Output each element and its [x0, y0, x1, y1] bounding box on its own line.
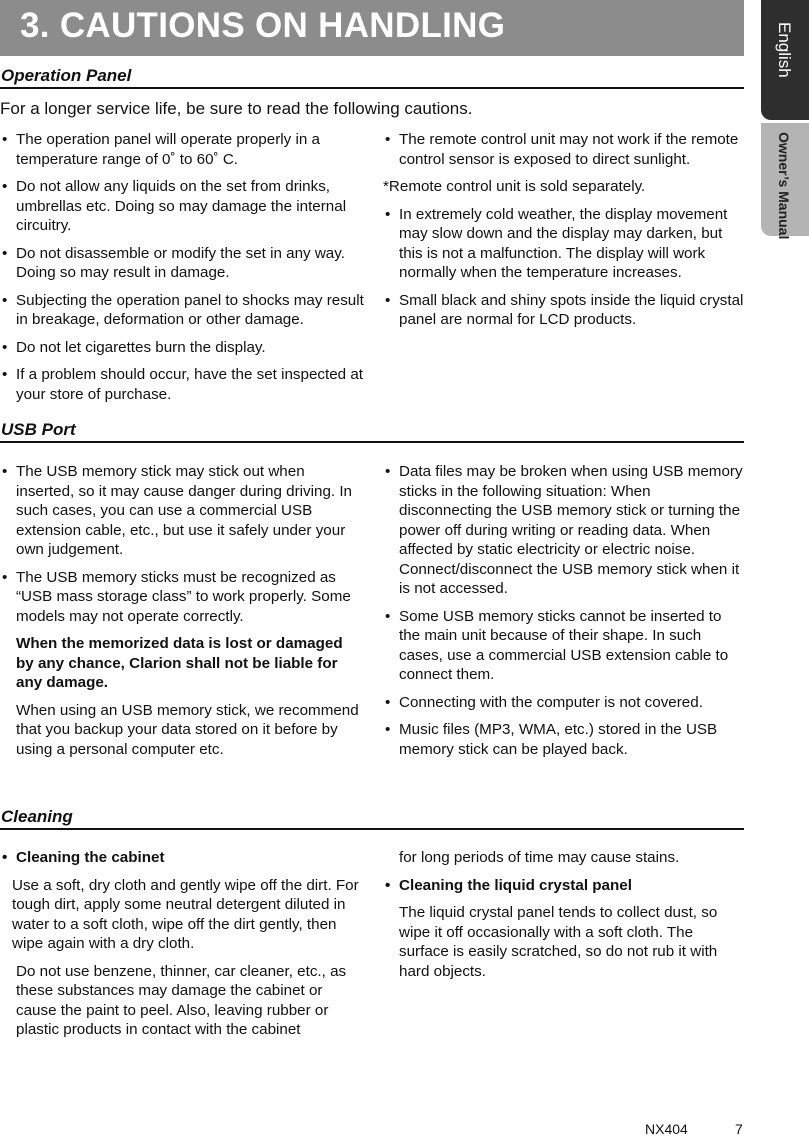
list-item: • Data files may be broken when using USB memory sticks in the following situation: When disconnecting the USB memory stick or turning the power off during writing or reading data. When affected by static electricity or electric noise. Connect/disconnect the USB memory stick when it is not accessed. [383, 462, 745, 599]
manual-tab [761, 123, 809, 240]
operation-panel-left-column [0, 130, 372, 412]
usb-port-heading: USB Port [0, 419, 744, 443]
list-item: • Do not allow any liquids on the set from drinks, umbrellas etc. Doing so may damage the internal circuitry. [0, 177, 372, 236]
language-tab-label: English [775, 22, 794, 78]
list-item: • Some USB memory sticks cannot be inserted to the main unit because of their shape. In such cases, use a commercial USB extension cable to connect them. [383, 607, 745, 685]
cabinet-warning-continued: for long periods of time may cause stains. [399, 849, 680, 866]
list-item: • Subjecting the operation panel to shocks may result in breakage, deformation or other damage. [0, 291, 372, 330]
page-number: 7 [735, 1121, 743, 1136]
cabinet-paragraph: Use a soft, dry cloth and gently wipe off the dirt. For tough dirt, apply some neutral detergent diluted in water to a soft cloth, wipe off the dirt gently, then wipe again with a dry cloth. [12, 876, 359, 952]
backup-recommendation: When using an USB memory stick, we recommend that you backup your data stored on it before by using a personal computer etc. [16, 701, 359, 758]
page-title: 3. CAUTIONS ON HANDLING [20, 6, 506, 45]
model-number: NX404 [645, 1121, 688, 1136]
list-item: • If a problem should occur, have the set inspected at your store of purchase. [0, 365, 372, 404]
list-item: • The operation panel will operate properly in a temperature range of 0˚ to 60˚ C. [0, 130, 372, 169]
list-item: • The remote control unit may not work if the remote control sensor is exposed to direct sunlight. [383, 130, 745, 169]
operation-panel-intro: For a longer service life, be sure to read the following cautions. [0, 99, 473, 118]
cleaning-heading: Cleaning [0, 806, 744, 830]
title-banner [0, 0, 744, 56]
list-item: • Music files (MP3, WMA, etc.) stored in the USB memory stick can be played back. [383, 720, 745, 759]
list-item: • The USB memory sticks must be recognized as “USB mass storage class” to work properly. Some models may not operate correctly. [0, 568, 364, 627]
lcd-cleaning-title: • Cleaning the liquid crystal panel [383, 876, 745, 896]
cabinet-warning: Do not use benzene, thinner, car cleaner, etc., as these substances may damage the cabinet or cause the paint to peel. Also, leaving rubber or plastic products in contact with the cabinet [16, 962, 347, 1038]
usb-port-right-column [383, 462, 745, 767]
operation-panel-heading: Operation Panel [0, 65, 744, 89]
operation-panel-right-column [383, 130, 745, 338]
language-tab [761, 0, 809, 120]
cleaning-left-column [0, 848, 364, 1048]
cabinet-title: • Cleaning the cabinet [0, 848, 364, 868]
list-item: • In extremely cold weather, the display movement may slow down and the display may darken, but this is not a malfunction. The display will work normally when the temperature increases. [383, 205, 745, 283]
list-item: • Do not let cigarettes burn the display. [0, 338, 372, 358]
usb-port-left-column [0, 462, 364, 767]
liability-notice: When the memorized data is lost or damaged by any chance, Clarion shall not be liable for any damage. [16, 635, 343, 691]
list-item: • The USB memory stick may stick out when inserted, so it may cause danger during driving. In such cases, you can use a commercial USB extension cable, etc., but use it safely under your own judgement. [0, 462, 364, 560]
lcd-cleaning-paragraph: The liquid crystal panel tends to collect dust, so wipe it off occasionally with a soft cloth. The surface is easily scratched, so do not rub it with hard objects. [399, 904, 718, 980]
manual-tab-label: Owner’s Manual [776, 132, 792, 240]
list-item: • Small black and shiny spots inside the liquid crystal panel are normal for LCD products. [383, 291, 745, 330]
cleaning-right-column [383, 848, 745, 989]
list-item: • Connecting with the computer is not covered. [383, 693, 745, 713]
list-item: • Do not disassemble or modify the set in any way. Doing so may result in damage. [0, 244, 372, 283]
remote-note: *Remote control unit is sold separately. [383, 178, 646, 195]
